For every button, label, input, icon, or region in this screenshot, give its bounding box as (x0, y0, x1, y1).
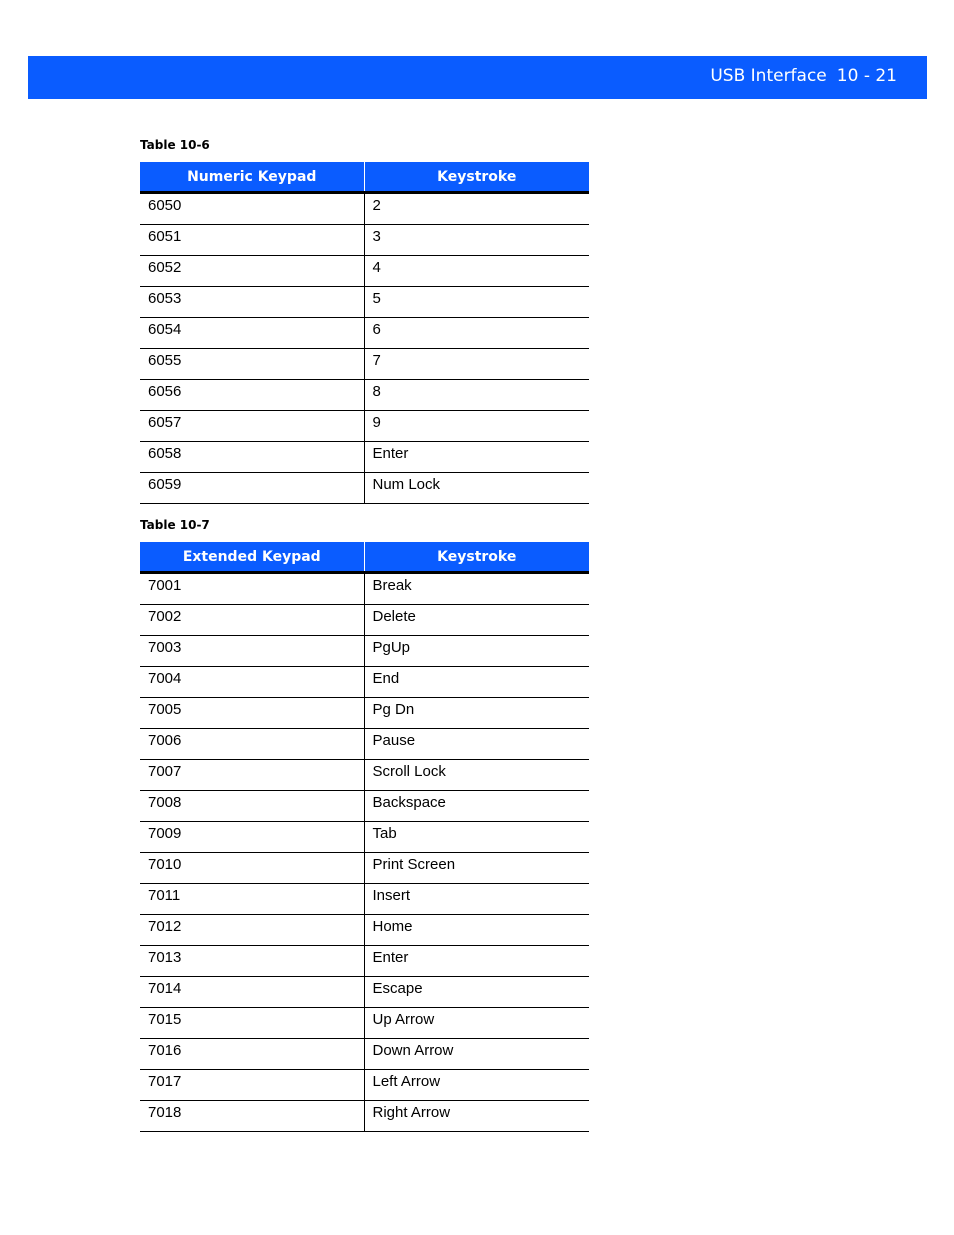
keystroke-cell: 3 (364, 225, 589, 256)
page-number: 10 - 21 (836, 66, 897, 86)
section-title: USB Interface (710, 66, 827, 86)
table-caption: Table 10-7 (140, 518, 210, 532)
column-header: Numeric Keypad (140, 162, 364, 193)
table-row (140, 729, 589, 760)
code-cell: 7004 (140, 667, 364, 698)
code-cell: 6053 (140, 287, 364, 318)
code-cell: 7015 (140, 1008, 364, 1039)
code-cell: 7013 (140, 946, 364, 977)
keystroke-cell: PgUp (364, 636, 589, 667)
table-row (140, 380, 589, 411)
keystroke-cell: Delete (364, 605, 589, 636)
code-cell: 7006 (140, 729, 364, 760)
keystroke-cell: Left Arrow (364, 1070, 589, 1101)
keystroke-cell: Insert (364, 884, 589, 915)
code-cell: 6051 (140, 225, 364, 256)
table-row (140, 442, 589, 473)
code-cell: 6056 (140, 380, 364, 411)
table-row (140, 636, 589, 667)
keystroke-cell: Home (364, 915, 589, 946)
code-cell: 6050 (140, 193, 364, 225)
code-cell: 7018 (140, 1101, 364, 1132)
table-row (140, 318, 589, 349)
code-cell: 6057 (140, 411, 364, 442)
column-header: Keystroke (364, 542, 589, 573)
keystroke-cell: Down Arrow (364, 1039, 589, 1070)
keystroke-cell: Break (364, 573, 589, 605)
table-row (140, 1101, 589, 1132)
table-row (140, 256, 589, 287)
keystroke-cell: Pause (364, 729, 589, 760)
table-row (140, 791, 589, 822)
table-row (140, 1008, 589, 1039)
table-row (140, 946, 589, 977)
keystroke-cell: 2 (364, 193, 589, 225)
table-row (140, 853, 589, 884)
code-cell: 7005 (140, 698, 364, 729)
table-row (140, 698, 589, 729)
keystroke-cell: 4 (364, 256, 589, 287)
keystroke-cell: Num Lock (364, 473, 589, 504)
table-caption: Table 10-6 (140, 138, 210, 152)
code-cell: 6058 (140, 442, 364, 473)
keystroke-cell: Tab (364, 822, 589, 853)
code-cell: 6054 (140, 318, 364, 349)
keystroke-cell: 9 (364, 411, 589, 442)
table-row (140, 760, 589, 791)
code-cell: 6055 (140, 349, 364, 380)
code-cell: 7010 (140, 853, 364, 884)
code-cell: 7008 (140, 791, 364, 822)
page-header-text (710, 66, 897, 86)
table-row (140, 822, 589, 853)
table-row (140, 287, 589, 318)
keystroke-cell: Up Arrow (364, 1008, 589, 1039)
extended-keypad-table (140, 542, 589, 1132)
keystroke-cell: 6 (364, 318, 589, 349)
keystroke-cell: End (364, 667, 589, 698)
keystroke-cell: Pg Dn (364, 698, 589, 729)
code-cell: 7001 (140, 573, 364, 605)
table-row (140, 605, 589, 636)
code-cell: 7014 (140, 977, 364, 1008)
code-cell: 7016 (140, 1039, 364, 1070)
keystroke-cell: 8 (364, 380, 589, 411)
numeric-keypad-table (140, 162, 589, 504)
code-cell: 7017 (140, 1070, 364, 1101)
table-row (140, 473, 589, 504)
table-row (140, 1070, 589, 1101)
table-row (140, 349, 589, 380)
column-header: Keystroke (364, 162, 589, 193)
keystroke-cell: 5 (364, 287, 589, 318)
code-cell: 7003 (140, 636, 364, 667)
keystroke-cell: 7 (364, 349, 589, 380)
keystroke-cell: Escape (364, 977, 589, 1008)
table-row (140, 884, 589, 915)
keystroke-cell: Right Arrow (364, 1101, 589, 1132)
code-cell: 6059 (140, 473, 364, 504)
table-header-row (140, 162, 589, 193)
table-row (140, 225, 589, 256)
code-cell: 7002 (140, 605, 364, 636)
table-row (140, 915, 589, 946)
table-row (140, 977, 589, 1008)
code-cell: 6052 (140, 256, 364, 287)
table-row (140, 1039, 589, 1070)
keystroke-cell: Print Screen (364, 853, 589, 884)
column-header: Extended Keypad (140, 542, 364, 573)
table-row (140, 667, 589, 698)
code-cell: 7009 (140, 822, 364, 853)
keystroke-cell: Enter (364, 946, 589, 977)
code-cell: 7011 (140, 884, 364, 915)
table-row (140, 573, 589, 605)
keystroke-cell: Scroll Lock (364, 760, 589, 791)
table-row (140, 411, 589, 442)
page-header-bar (28, 56, 927, 99)
code-cell: 7007 (140, 760, 364, 791)
keystroke-cell: Enter (364, 442, 589, 473)
code-cell: 7012 (140, 915, 364, 946)
keystroke-cell: Backspace (364, 791, 589, 822)
table-row (140, 193, 589, 225)
table-header-row (140, 542, 589, 573)
